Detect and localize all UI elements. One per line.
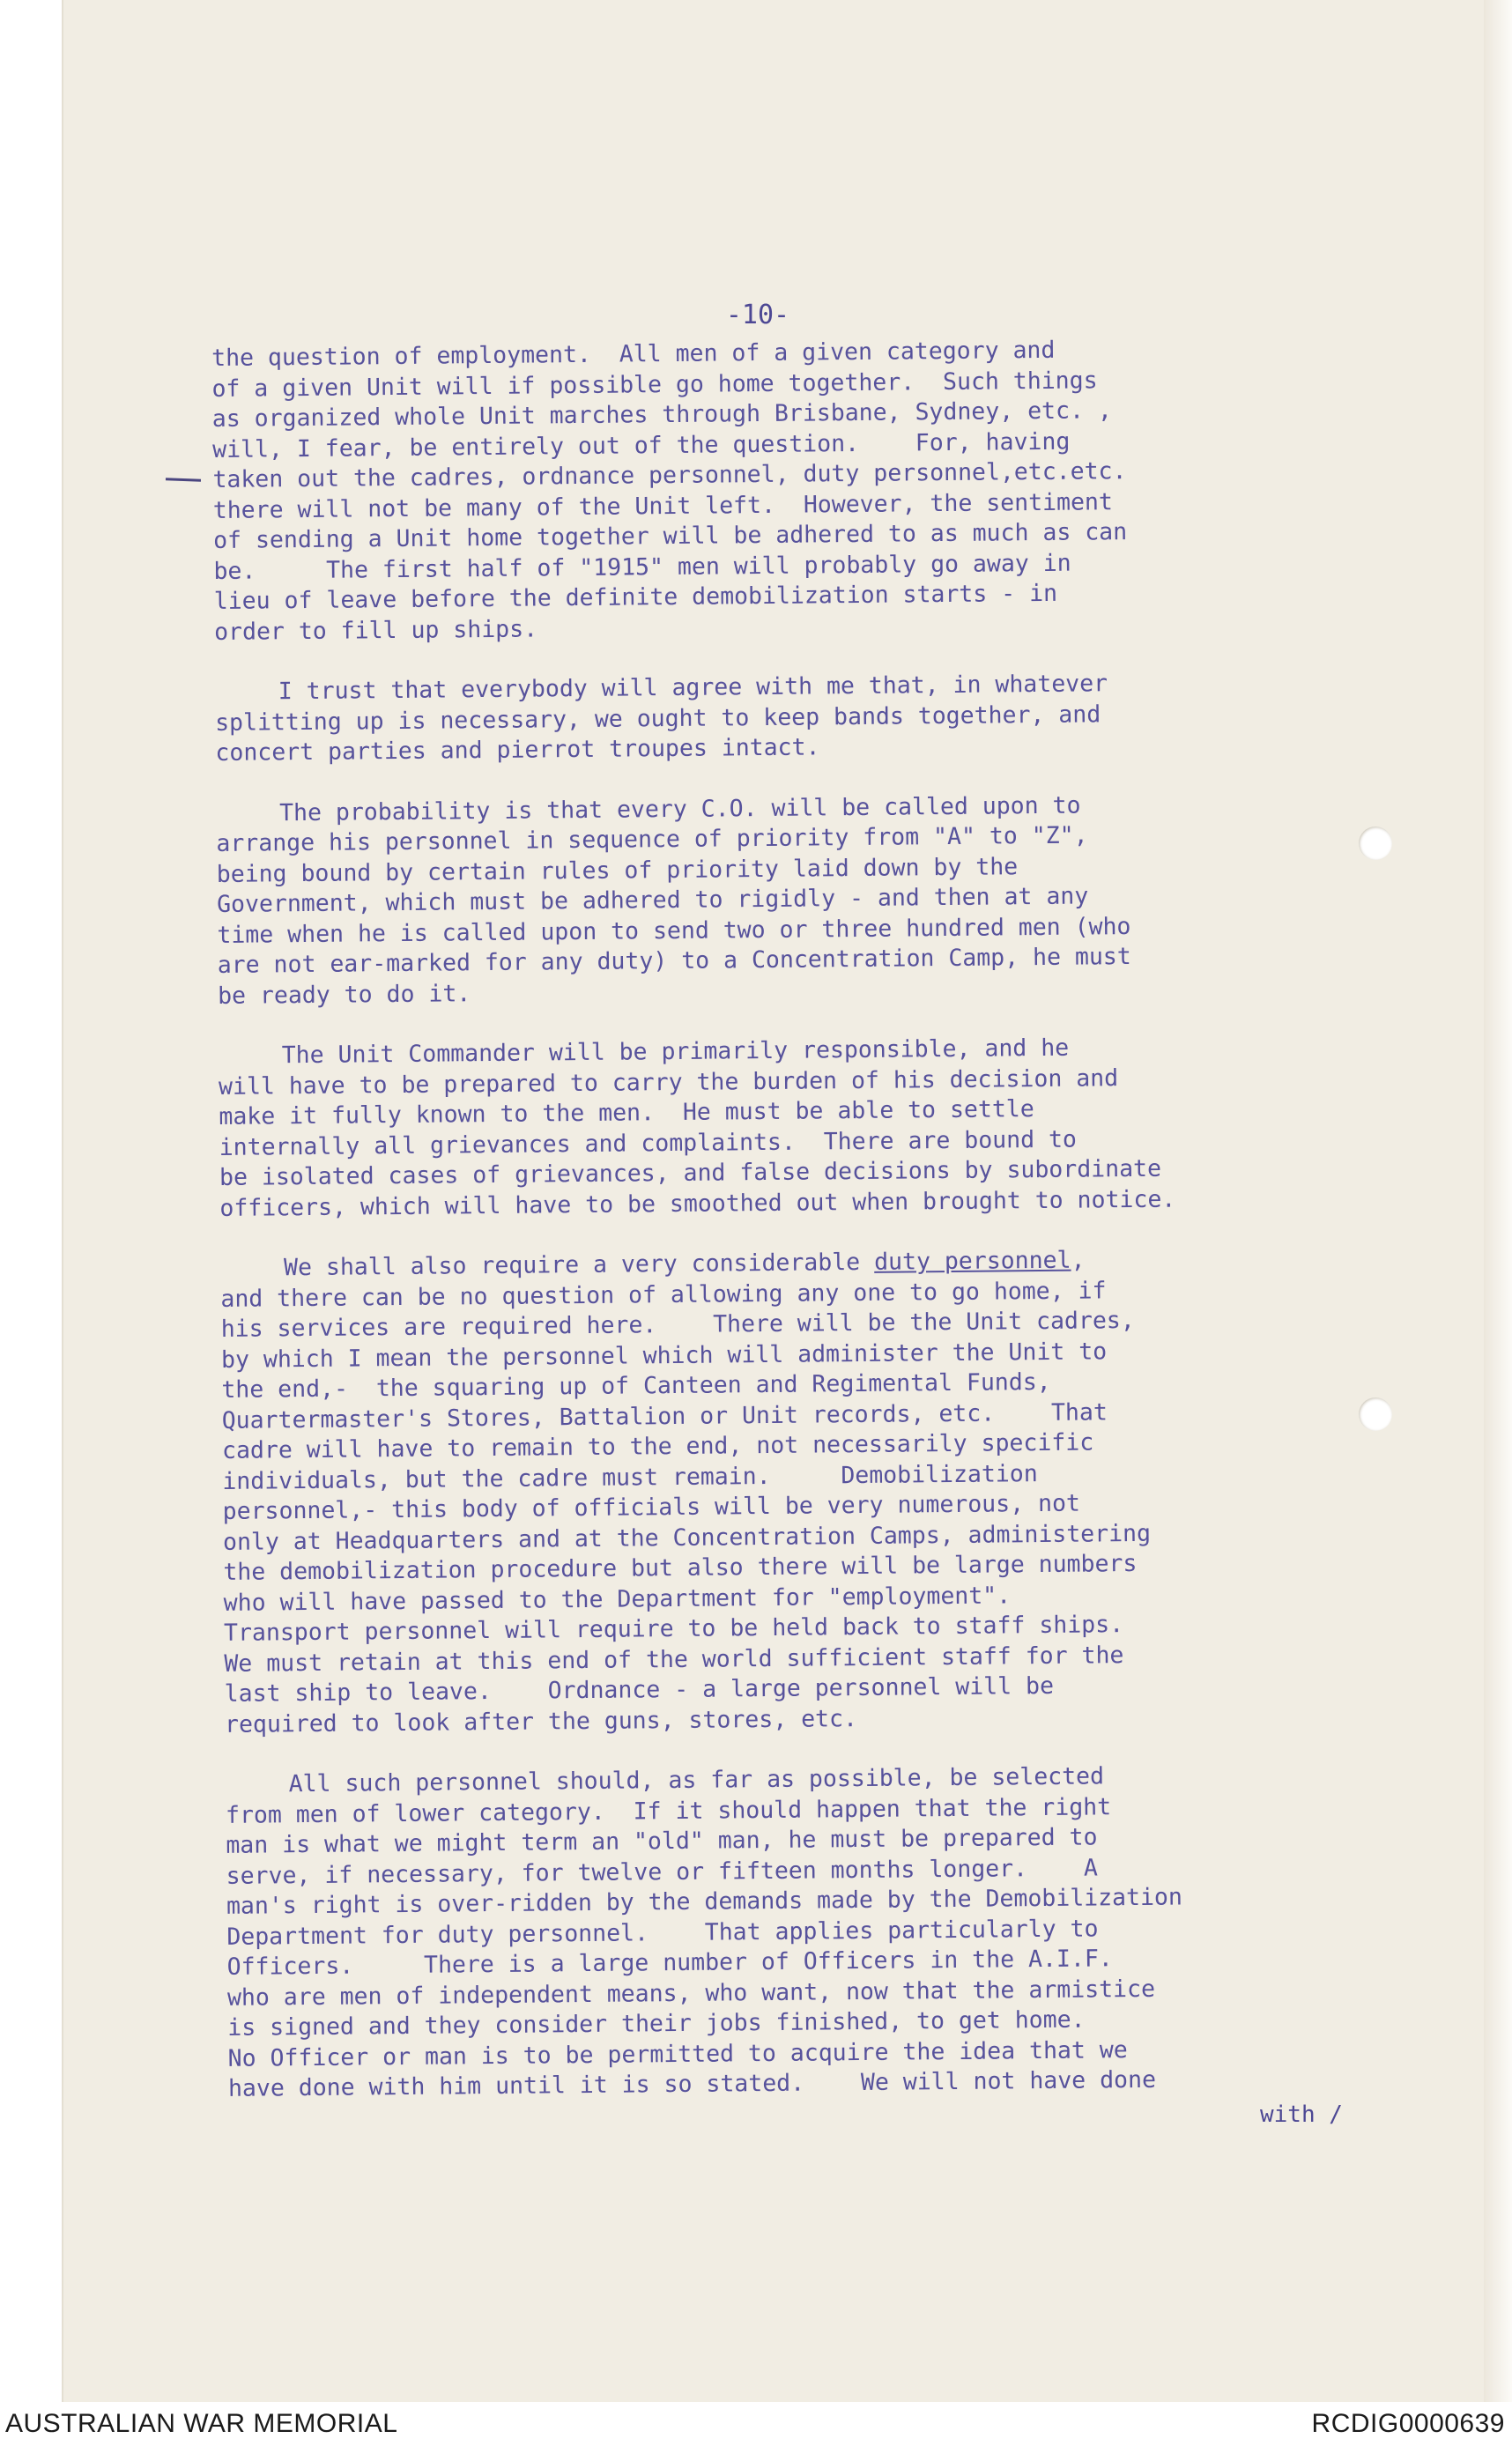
text-line: as organized whole Unit marches through Brisbane, Sydney, etc. , [211, 397, 1113, 433]
text-line: of a given Unit will if possible go home together. Such things [211, 366, 1098, 403]
text-line: from men of lower category. If it should happen that the right [225, 1792, 1112, 1829]
text-line: will have to be prepared to carry the burden of his decision and [218, 1064, 1119, 1101]
text-line: man's right is over-ridden by the demands made by the Demobilization [226, 1883, 1183, 1920]
text-line: man is what we might term an "old" man, he must be prepared to [226, 1823, 1098, 1859]
paragraph [220, 1242, 1423, 1740]
page-number: -10- [725, 300, 790, 330]
paragraph [226, 1759, 1427, 2105]
text-line: The probability is that every C.O. will be called upon to [278, 791, 1081, 826]
record-id: RCDIG0000639 [1311, 2409, 1505, 2438]
text-line: taken out the cadres, ordnance personnel, duty personnel,etc.etc. [212, 457, 1127, 493]
text-line: only at Headquarters and at the Concentration Camps, administering [222, 1519, 1152, 1556]
text-line: be ready to do it. [217, 979, 471, 1010]
paragraph [211, 332, 1412, 648]
text-line: Government, which must be adhered to rigidly - and then at any [216, 882, 1089, 918]
text-line: will, I fear, be entirely out of the question. For, having [212, 427, 1071, 463]
text-line: officers, which will have to be smoothed out when brought to notice. [219, 1185, 1176, 1222]
paragraph [216, 787, 1416, 1012]
text-line: of sending a Unit home together will be adhered to as much as can [212, 518, 1128, 554]
paragraph [215, 666, 1414, 769]
text-line: have done with him until it is so stated. We will not have done [227, 2065, 1157, 2102]
text-line: the question of employment. All men of a given category and [211, 336, 1056, 372]
text-line: cadre will have to remain to the end, not necessarily specific [221, 1428, 1094, 1464]
continuation-word: with / [1260, 2101, 1343, 2128]
text-line: by which I mean the personnel which will administer the Unit to [220, 1337, 1108, 1374]
paragraph [219, 1030, 1419, 1224]
text-line: arrange his personnel in sequence of priority from "A" to "Z", [216, 821, 1088, 857]
text-line: are not ear-marked for any duty) to a Concentration Camp, he must [217, 943, 1131, 979]
text-line: splitting up is necessary, we ought to keep bands together, and [214, 700, 1101, 737]
text-line: serve, if necessary, for twelve or fifteen months longer. A [226, 1853, 1098, 1890]
text-line: who are men of independent means, who want, now that the armistice [226, 1975, 1156, 2012]
archive-footer [0, 2402, 1512, 2446]
text-line: there will not be many of the Unit left. However, the sentiment [212, 487, 1113, 524]
text-line: be. The first half of "1915" men will probably go away in [213, 549, 1071, 585]
text-line: make it fully known to the men. He must be able to settle [219, 1095, 1034, 1130]
text-line: Quartermaster's Stores, Battalion or Unit records, etc. That [221, 1397, 1108, 1434]
text-line: The Unit Commander will be primarily responsible, and he [281, 1034, 1070, 1070]
text-line: time when he is called upon to send two or three hundred men (who [217, 912, 1131, 949]
text-line: personnel,- this body of officials will be very numerous, not [222, 1489, 1081, 1525]
scan-edge-shadow [1484, 0, 1512, 2402]
text-line: We must retain at this end of the world sufficient staff for the [224, 1641, 1124, 1678]
text-line: concert parties and pierrot troupes intact. [215, 733, 820, 767]
text-line: the demobilization procedure but also there will be large numbers [223, 1549, 1138, 1586]
text-line: individuals, but the cadre must remain. Demobilization [222, 1459, 1038, 1495]
text-line: order to fill up ships. [213, 614, 538, 646]
text-line: who will have passed to the Department for "employment". [223, 1581, 1012, 1617]
text-line: his services are required here. There will be the Unit cadres, [220, 1306, 1135, 1343]
text-line: being bound by certain rules of priority laid down by the [216, 852, 1019, 888]
text-line: lieu of leave before the definite demobilization starts - in [213, 579, 1058, 615]
text-line: All such personnel should, as far as possible, be selected [288, 1762, 1105, 1798]
text-line: the end,- the squaring up of Canteen and Regimental Funds, [221, 1368, 1051, 1404]
archive-name: AUSTRALIAN WAR MEMORIAL [5, 2409, 398, 2438]
text-line: Department for duty personnel. That applies particularly to [226, 1914, 1099, 1951]
text-line: last ship to leave. Ordnance - a large personnel will be [224, 1671, 1055, 1708]
text-line: required to look after the guns, stores, etc. [224, 1704, 858, 1738]
text-line: No Officer or man is to be permitted to acquire the idea that we [227, 2035, 1128, 2072]
text-line: I trust that everybody will agree with me that, in whatever [278, 670, 1108, 706]
typed-body-text [211, 332, 1427, 2134]
underlined-phrase: duty personnel [873, 1246, 1071, 1276]
text-line: and there can be no question of allowing any one to go home, if [220, 1276, 1107, 1313]
text-line: internally all grievances and complaints. There are bound to [219, 1125, 1078, 1161]
text-line: is signed and they consider their jobs finished, to get home. [227, 2005, 1086, 2042]
text-line: We shall also require a very considerable duty personnel, [283, 1246, 1086, 1282]
text-line: be isolated cases of grievances, and false decisions by subordinate [219, 1154, 1162, 1191]
text-line: Officers. There is a large number of Officers in the A.I.F. [226, 1945, 1113, 1981]
text-line: Transport personnel will require to be held back to staff ships. [223, 1611, 1124, 1647]
